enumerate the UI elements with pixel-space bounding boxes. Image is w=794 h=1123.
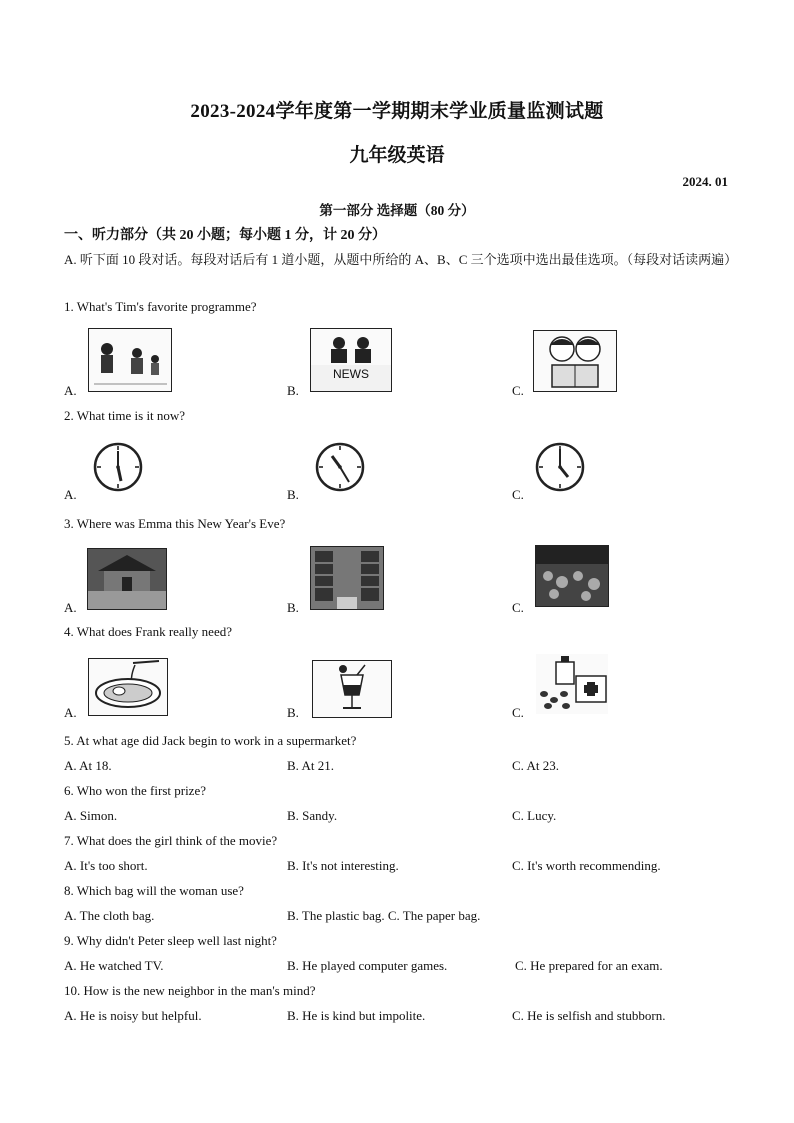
seafood-market-image[interactable]: [535, 545, 609, 607]
news-broadcast-image[interactable]: [310, 328, 392, 392]
question-7: 7. What does the girl think of the movie?: [64, 833, 278, 848]
q1-option-c-label: C.: [512, 383, 524, 398]
question-4: 4. What does Frank really need?: [64, 624, 232, 639]
cold-drink-image[interactable]: [312, 660, 392, 718]
old-town-street-image[interactable]: [87, 548, 167, 610]
q3-option-c-label: C.: [512, 600, 524, 615]
medicine-kit-image[interactable]: [536, 654, 608, 714]
q4-option-b-label: B.: [287, 705, 299, 720]
question-8: 8. Which bag will the woman use?: [64, 883, 244, 898]
clock-c-image[interactable]: [535, 442, 585, 492]
question-6: 6. Who won the first prize?: [64, 783, 206, 798]
q6-option-b[interactable]: B. Sandy.: [287, 808, 338, 823]
q6-option-a[interactable]: A. Simon.: [64, 808, 118, 823]
q2-option-b-label: B.: [287, 487, 299, 502]
question-1: 1. What's Tim's favorite programme?: [64, 299, 257, 314]
q10-option-b[interactable]: B. He is kind but impolite.: [287, 1008, 426, 1023]
q8-option-a[interactable]: A. The cloth bag.: [64, 908, 155, 923]
exam-subtitle: 九年级英语: [349, 145, 445, 166]
q10-option-c[interactable]: C. He is selfish and stubborn.: [512, 1008, 666, 1023]
exam-date: 2024. 01: [682, 174, 728, 189]
section-heading: 一、听力部分（共 20 小题；每小题 1 分，计 20 分）: [64, 228, 386, 243]
question-9: 9. Why didn't Peter sleep well last night?: [64, 933, 277, 948]
part-heading: 第一部分 选择题（80 分）: [319, 203, 475, 218]
q5-option-b[interactable]: B. At 21.: [287, 758, 334, 773]
news-label: NEWS: [333, 367, 369, 381]
q5-option-a[interactable]: A. At 18.: [64, 758, 112, 773]
cartoon-characters-image[interactable]: [88, 328, 172, 392]
q2-option-c-label: C.: [512, 487, 524, 502]
q4-option-a-label: A.: [64, 705, 77, 720]
q9-option-c[interactable]: C. He prepared for an exam.: [515, 958, 663, 973]
clock-b-image[interactable]: [315, 442, 365, 492]
q6-option-c[interactable]: C. Lucy.: [512, 808, 557, 823]
q3-option-a-label: A.: [64, 600, 77, 615]
question-3: 3. Where was Emma this New Year's Eve?: [64, 516, 286, 531]
q10-option-a[interactable]: A. He is noisy but helpful.: [64, 1008, 202, 1023]
q4-option-c-label: C.: [512, 705, 524, 720]
q9-option-a[interactable]: A. He watched TV.: [64, 958, 164, 973]
clock-a-image[interactable]: [93, 442, 143, 492]
q7-option-b[interactable]: B. It's not interesting.: [287, 858, 399, 873]
q1-option-a-label: A.: [64, 383, 77, 398]
q8-option-b-c[interactable]: B. The plastic bag. C. The paper bag.: [287, 908, 481, 923]
q5-option-c[interactable]: C. At 23.: [512, 758, 559, 773]
question-5: 5. At what age did Jack begin to work in a supermarket?: [64, 733, 357, 748]
noodle-bowl-image[interactable]: [88, 658, 168, 716]
question-10: 10. How is the new neighbor in the man's mind?: [64, 983, 316, 998]
question-2: 2. What time is it now?: [64, 408, 186, 423]
q2-option-a-label: A.: [64, 487, 77, 502]
q3-option-b-label: B.: [287, 600, 299, 615]
exam-title: 2023-2024学年度第一学期期末学业质量监测试题: [190, 101, 604, 122]
q9-option-b[interactable]: B. He played computer games.: [287, 958, 448, 973]
q7-option-c[interactable]: C. It's worth recommending.: [512, 858, 661, 873]
q1-option-b-label: B.: [287, 383, 299, 398]
shopping-mall-image[interactable]: [310, 546, 384, 610]
children-reading-image[interactable]: [533, 330, 617, 392]
q7-option-a[interactable]: A. It's too short.: [64, 858, 148, 873]
instructions: A. 听下面 10 段对话。每段对话后有 1 道小题，从题中所给的 A、B、C 三个选项中选出最佳选项。（每段对话读两遍）: [64, 252, 738, 267]
